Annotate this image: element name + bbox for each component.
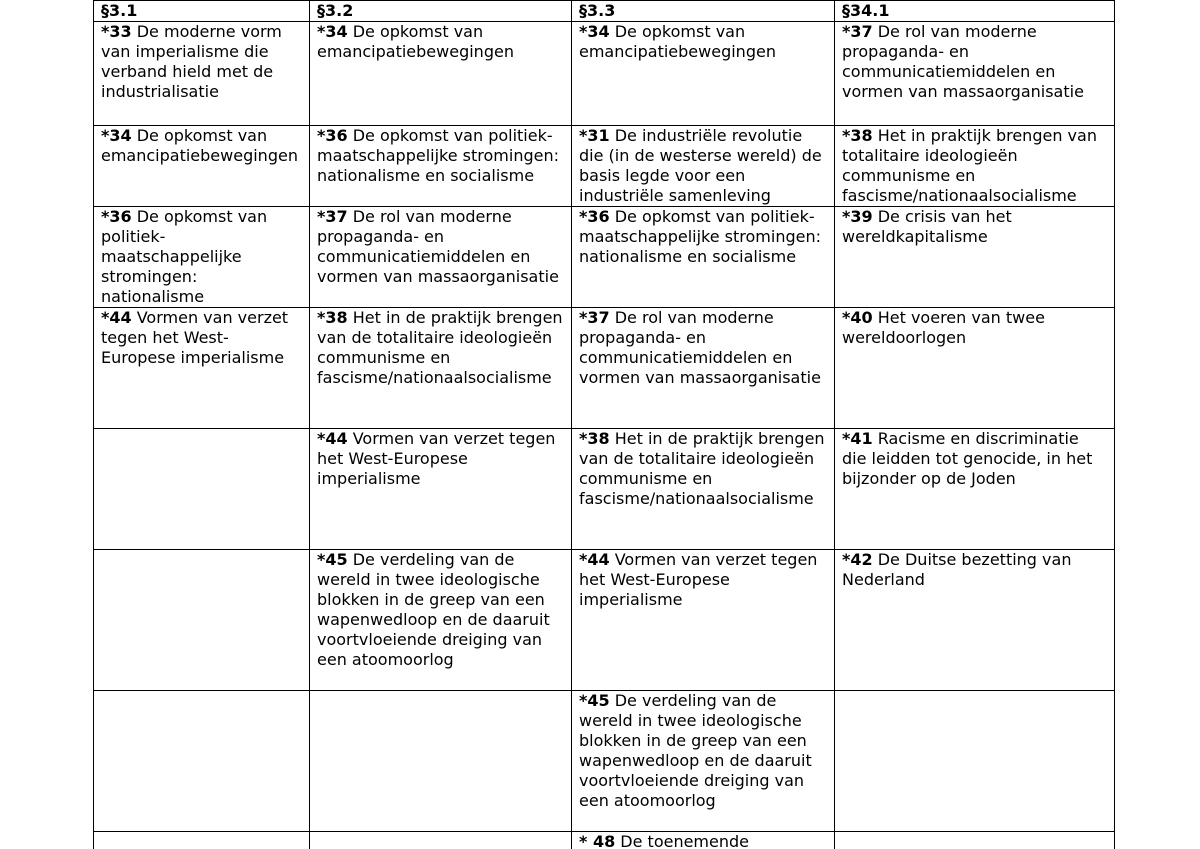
table-cell xyxy=(310,308,572,429)
item-number: * 48 xyxy=(579,832,616,849)
item-text: De rol van moderne propaganda- en communicatiemiddelen en vormen van massaorganisatie xyxy=(842,22,1084,101)
item-number: *34 xyxy=(317,22,348,41)
item-text: De rol van moderne propaganda- en communicatiemiddelen en vormen van massaorganisatie xyxy=(579,308,821,387)
item-text: De moderne vorm van imperialisme die verband hield met de industrialisatie xyxy=(101,22,282,101)
table-cell-empty xyxy=(94,832,310,849)
table-cell xyxy=(572,126,835,207)
item-number: *37 xyxy=(579,308,610,327)
table-cell-empty xyxy=(835,832,1115,849)
table-cell xyxy=(94,207,310,308)
item-text: Het in praktijk brengen van totalitaire ideologieën communisme en fascisme/nationaalsocialisme xyxy=(842,126,1097,205)
table-row xyxy=(94,550,1115,691)
column-header-3-3: §3.3 xyxy=(572,1,835,22)
table-cell xyxy=(835,207,1115,308)
item-number: *36 xyxy=(101,207,132,226)
item-number: *44 xyxy=(579,550,610,569)
table-cell xyxy=(572,832,835,849)
table-cell xyxy=(835,126,1115,207)
item-text: De opkomst van politiek-maatschappelijke stromingen: nationalisme en socialisme xyxy=(579,207,821,266)
table-cell xyxy=(94,308,310,429)
item-text: De Duitse bezetting van Nederland xyxy=(842,550,1072,589)
table-cell xyxy=(835,429,1115,550)
table-cell xyxy=(835,22,1115,126)
item-text: De opkomst van emancipatiebewegingen xyxy=(579,22,776,61)
item-number: *31 xyxy=(579,126,610,145)
item-number: *44 xyxy=(101,308,132,327)
item-number: *36 xyxy=(579,207,610,226)
item-number: *45 xyxy=(317,550,348,569)
table-cell-empty xyxy=(310,832,572,849)
curriculum-table xyxy=(93,0,1115,849)
item-number: *39 xyxy=(842,207,873,226)
table-cell xyxy=(572,691,835,832)
table-cell xyxy=(310,207,572,308)
item-text: De verdeling van de wereld in twee ideologische blokken in de greep van een wapenwedloop en de daaruit voortvloeiende dreiging van een atoomoorlog xyxy=(317,550,550,669)
item-number: *40 xyxy=(842,308,873,327)
table-cell-empty xyxy=(94,691,310,832)
item-text: Racisme en discriminatie die leidden tot genocide, in het bijzonder op de Joden xyxy=(842,429,1093,488)
item-text: Vormen van verzet tegen het West-Europese imperialisme xyxy=(101,308,289,367)
table-cell xyxy=(572,308,835,429)
table-cell xyxy=(94,126,310,207)
item-text: De rol van moderne propaganda- en communicatiemiddelen en vormen van massaorganisatie xyxy=(317,207,559,286)
item-text: De toenemende xyxy=(615,832,749,849)
table-row xyxy=(94,691,1115,832)
table-row xyxy=(94,207,1115,308)
table-cell xyxy=(310,22,572,126)
table-cell-empty xyxy=(310,691,572,832)
item-number: *41 xyxy=(842,429,873,448)
item-text: De opkomst van politiek-maatschappelijke stromingen: nationalisme en socialisme xyxy=(317,126,559,185)
item-number: *38 xyxy=(842,126,873,145)
item-number: *45 xyxy=(579,691,610,710)
table-row xyxy=(94,308,1115,429)
column-header-3-2: §3.2 xyxy=(310,1,572,22)
item-number: *37 xyxy=(317,207,348,226)
column-header-3-1: §3.1 xyxy=(94,1,310,22)
table-cell xyxy=(572,207,835,308)
item-text: Het voeren van twee wereldoorlogen xyxy=(842,308,1045,347)
item-number: *38 xyxy=(579,429,610,448)
item-text: Het in de praktijk brengen van de totalitaire ideologieën communisme en fascisme/nationaalsocialisme xyxy=(579,429,825,508)
item-text: De opkomst van emancipatiebewegingen xyxy=(101,126,298,165)
item-text: Het in de praktijk brengen van de totalitaire ideologieën communisme en fascisme/nationaalsocialisme xyxy=(317,308,563,387)
table-cell-empty xyxy=(94,429,310,550)
table-cell xyxy=(835,308,1115,429)
table-row xyxy=(94,22,1115,126)
table-row xyxy=(94,429,1115,550)
table-row xyxy=(94,126,1115,207)
table-cell xyxy=(94,22,310,126)
item-text: De industriële revolutie die (in de westerse wereld) de basis legde voor een industriële samenleving xyxy=(579,126,822,205)
table-cell xyxy=(572,429,835,550)
table-cell-empty xyxy=(835,691,1115,832)
item-text: De verdeling van de wereld in twee ideologische blokken in de greep van een wapenwedloop en de daaruit voortvloeiende dreiging van een atoomoorlog xyxy=(579,691,812,810)
table-cell xyxy=(572,550,835,691)
item-number: *38 xyxy=(317,308,348,327)
item-number: *44 xyxy=(317,429,348,448)
item-text: De crisis van het wereldkapitalisme xyxy=(842,207,1012,246)
item-number: *34 xyxy=(579,22,610,41)
item-number: *42 xyxy=(842,550,873,569)
item-text: De opkomst van politiek-maatschappelijke stromingen: nationalisme xyxy=(101,207,268,306)
item-number: *36 xyxy=(317,126,348,145)
item-text: De opkomst van emancipatiebewegingen xyxy=(317,22,514,61)
header-row xyxy=(94,1,1115,22)
table-cell-empty xyxy=(94,550,310,691)
item-text: Vormen van verzet tegen het West-Europese imperialisme xyxy=(579,550,818,609)
table-cell xyxy=(310,126,572,207)
item-number: *34 xyxy=(101,126,132,145)
table-cell xyxy=(310,429,572,550)
table-row xyxy=(94,832,1115,849)
item-number: *37 xyxy=(842,22,873,41)
table-cell xyxy=(310,550,572,691)
table-cell xyxy=(835,550,1115,691)
table-cell xyxy=(572,22,835,126)
item-number: *33 xyxy=(101,22,132,41)
item-text: Vormen van verzet tegen het West-Europese imperialisme xyxy=(317,429,556,488)
column-header-34-1: §34.1 xyxy=(835,1,1115,22)
